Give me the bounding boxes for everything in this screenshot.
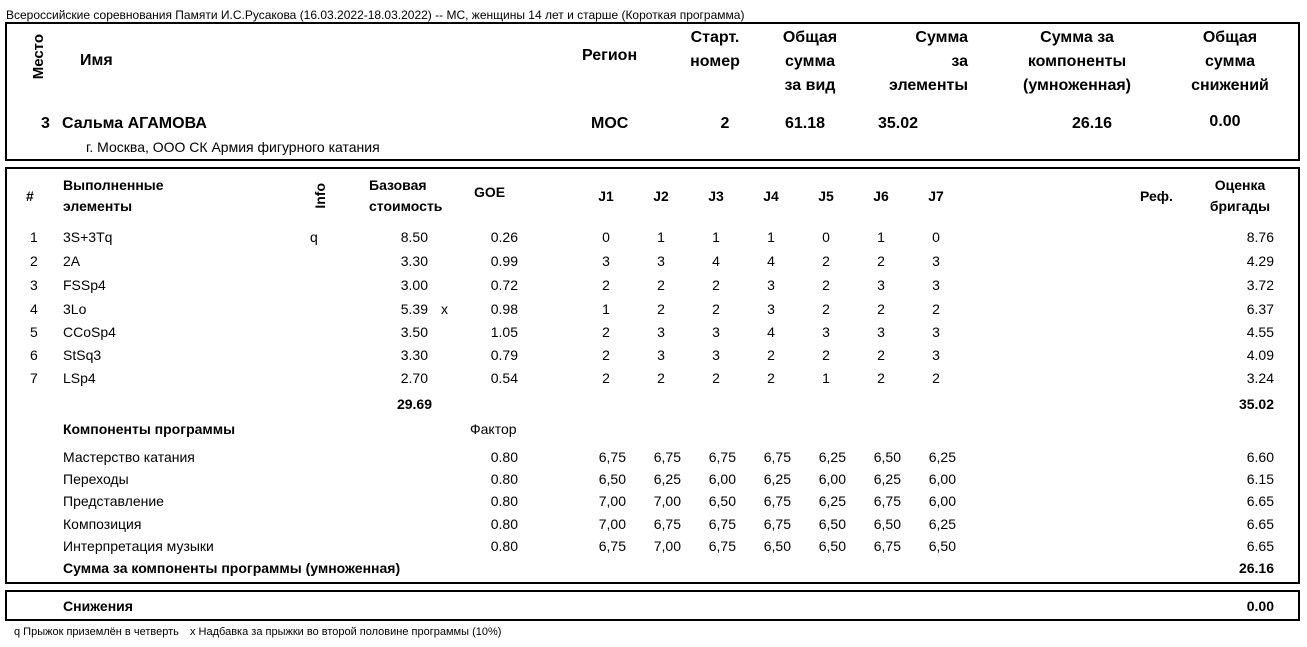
element-panel-score: 3.24 bbox=[1246, 370, 1274, 386]
component-judge-3: 6,75 bbox=[708, 516, 736, 532]
element-judge-1: 1 bbox=[602, 301, 610, 317]
col-judge-6: J6 bbox=[873, 188, 889, 204]
element-judge-7: 2 bbox=[932, 301, 940, 317]
element-number: 7 bbox=[30, 370, 38, 386]
component-judge-3: 6,00 bbox=[708, 471, 736, 487]
element-judge-6: 2 bbox=[877, 347, 885, 363]
component-name: Переходы bbox=[63, 471, 129, 487]
element-judge-3: 2 bbox=[712, 370, 720, 386]
element-judge-5: 2 bbox=[822, 277, 830, 293]
element-judge-5: 2 bbox=[822, 253, 830, 269]
component-judge-3: 6,75 bbox=[708, 449, 736, 465]
footnote-q: q Прыжок приземлён в четверть bbox=[14, 626, 179, 638]
element-judge-2: 2 bbox=[657, 370, 665, 386]
element-judge-4: 4 bbox=[767, 253, 775, 269]
element-goe: 0.54 bbox=[490, 370, 518, 386]
element-judge-6: 3 bbox=[877, 324, 885, 340]
element-judge-6: 2 bbox=[877, 301, 885, 317]
deductions-value: 0.00 bbox=[1246, 598, 1274, 614]
components-total: 26.16 bbox=[1238, 560, 1274, 576]
component-judge-6: 6,50 bbox=[873, 516, 901, 532]
element-panel-score: 6.37 bbox=[1246, 301, 1274, 317]
element-panel-score: 4.55 bbox=[1246, 324, 1274, 340]
component-judge-1: 7,00 bbox=[598, 493, 626, 509]
component-judge-1: 6,50 bbox=[598, 471, 626, 487]
element-code: 3S+3Tq bbox=[63, 229, 113, 245]
skater-pcs: 26.16 bbox=[1071, 115, 1113, 132]
component-judge-1: 7,00 bbox=[598, 516, 626, 532]
header-region: Регион bbox=[582, 47, 638, 64]
components-total-label: Сумма за компоненты программы (умноженная) bbox=[63, 560, 401, 576]
component-judge-2: 6,75 bbox=[653, 516, 681, 532]
element-judge-5: 3 bbox=[822, 324, 830, 340]
component-judge-2: 6,75 bbox=[653, 449, 681, 465]
element-number: 6 bbox=[30, 347, 38, 363]
element-base-value: 3.30 bbox=[400, 347, 428, 363]
deductions-label: Снижения bbox=[63, 598, 133, 614]
header-pcs: Сумма за компоненты (умноженная) bbox=[1023, 29, 1131, 94]
element-judge-1: 2 bbox=[602, 277, 610, 293]
element-judge-4: 3 bbox=[767, 301, 775, 317]
element-judge-5: 1 bbox=[822, 370, 830, 386]
element-judge-7: 0 bbox=[932, 229, 940, 245]
components-title: Компоненты программы bbox=[63, 421, 236, 437]
col-executed-elements: Выполненные элементы bbox=[63, 177, 164, 214]
element-judge-7: 2 bbox=[932, 370, 940, 386]
component-judge-7: 6,25 bbox=[928, 516, 956, 532]
element-info: q bbox=[310, 229, 318, 245]
skater-club: г. Москва, ООО СК Армия фигурного катания bbox=[86, 139, 380, 155]
header-start-number: Старт. номер bbox=[690, 29, 740, 70]
element-base-value: 8.50 bbox=[400, 229, 428, 245]
component-name: Композиция bbox=[63, 516, 142, 532]
component-judge-4: 6,50 bbox=[763, 538, 791, 554]
element-judge-4: 3 bbox=[767, 277, 775, 293]
element-judge-7: 3 bbox=[932, 253, 940, 269]
element-code: LSp4 bbox=[63, 370, 96, 386]
component-judge-5: 6,25 bbox=[818, 493, 846, 509]
element-goe: 0.98 bbox=[490, 301, 518, 317]
header-tes: Сумма за элементы bbox=[889, 29, 968, 94]
col-number: # bbox=[26, 188, 34, 204]
element-judge-3: 1 bbox=[712, 229, 720, 245]
element-number: 2 bbox=[30, 253, 38, 269]
component-factor: 0.80 bbox=[490, 449, 518, 465]
element-judge-6: 2 bbox=[877, 370, 885, 386]
element-judge-2: 3 bbox=[657, 253, 665, 269]
element-judge-3: 3 bbox=[712, 324, 720, 340]
element-judge-3: 2 bbox=[712, 277, 720, 293]
element-judge-4: 2 bbox=[767, 347, 775, 363]
element-number: 3 bbox=[30, 277, 38, 293]
element-base-value: 3.30 bbox=[400, 253, 428, 269]
element-judge-4: 2 bbox=[767, 370, 775, 386]
element-judge-3: 3 bbox=[712, 347, 720, 363]
element-judge-1: 2 bbox=[602, 324, 610, 340]
element-judge-1: 2 bbox=[602, 370, 610, 386]
element-judge-5: 2 bbox=[822, 301, 830, 317]
component-judge-3: 6,75 bbox=[708, 538, 736, 554]
col-referee: Реф. bbox=[1140, 188, 1173, 204]
component-score: 6.65 bbox=[1246, 493, 1274, 509]
col-judge-7: J7 bbox=[928, 188, 944, 204]
element-goe: 0.26 bbox=[490, 229, 518, 245]
component-judge-7: 6,00 bbox=[928, 493, 956, 509]
element-panel-score: 4.09 bbox=[1246, 347, 1274, 363]
element-base-value: 3.00 bbox=[400, 277, 428, 293]
element-code: FSSp4 bbox=[63, 277, 106, 293]
element-goe: 0.79 bbox=[490, 347, 518, 363]
element-panel-score: 3.72 bbox=[1246, 277, 1274, 293]
component-score: 6.65 bbox=[1246, 538, 1274, 554]
element-code: CCoSp4 bbox=[63, 324, 116, 340]
element-base-value: 2.70 bbox=[400, 370, 428, 386]
component-judge-2: 6,25 bbox=[653, 471, 681, 487]
skater-name: Сальма АГАМОВА bbox=[62, 115, 207, 132]
element-judge-4: 1 bbox=[767, 229, 775, 245]
component-factor: 0.80 bbox=[490, 516, 518, 532]
component-factor: 0.80 bbox=[490, 471, 518, 487]
elements-base-total: 29.69 bbox=[396, 396, 432, 412]
element-goe: 0.99 bbox=[490, 253, 518, 269]
component-score: 6.60 bbox=[1246, 449, 1274, 465]
element-judge-7: 3 bbox=[932, 347, 940, 363]
component-name: Представление bbox=[63, 493, 164, 509]
component-judge-5: 6,00 bbox=[818, 471, 846, 487]
col-base-value: Базовая стоимость bbox=[369, 177, 443, 214]
skater-total-score: 61.18 bbox=[784, 115, 826, 132]
deductions-box bbox=[5, 590, 1300, 621]
component-judge-7: 6,00 bbox=[928, 471, 956, 487]
element-number: 5 bbox=[30, 324, 38, 340]
component-judge-4: 6,25 bbox=[763, 471, 791, 487]
component-judge-6: 6,25 bbox=[873, 471, 901, 487]
col-judge-1: J1 bbox=[598, 188, 614, 204]
component-judge-1: 6,75 bbox=[598, 538, 626, 554]
element-number: 1 bbox=[30, 229, 38, 245]
skater-tes: 35.02 bbox=[878, 115, 919, 132]
component-name: Интерпретация музыки bbox=[63, 538, 214, 554]
element-base-value: 5.39 bbox=[400, 301, 428, 317]
col-judge-2: J2 bbox=[653, 188, 669, 204]
element-judge-1: 2 bbox=[602, 347, 610, 363]
element-judge-2: 2 bbox=[657, 277, 665, 293]
component-judge-7: 6,25 bbox=[928, 449, 956, 465]
skater-place: 3 bbox=[41, 115, 50, 132]
component-judge-7: 6,50 bbox=[928, 538, 956, 554]
element-judge-6: 1 bbox=[877, 229, 885, 245]
component-score: 6.15 bbox=[1246, 471, 1274, 487]
element-code: StSq3 bbox=[63, 347, 102, 363]
element-code: 3Lo bbox=[63, 301, 87, 317]
element-judge-2: 1 bbox=[657, 229, 665, 245]
component-judge-2: 7,00 bbox=[653, 538, 681, 554]
element-panel-score: 4.29 bbox=[1246, 253, 1274, 269]
element-judge-1: 3 bbox=[602, 253, 610, 269]
element-judge-2: 2 bbox=[657, 301, 665, 317]
element-judge-7: 3 bbox=[932, 324, 940, 340]
component-judge-4: 6,75 bbox=[763, 449, 791, 465]
element-goe: 1.05 bbox=[490, 324, 518, 340]
component-judge-1: 6,75 bbox=[598, 449, 626, 465]
col-goe: GOE bbox=[474, 184, 506, 200]
component-factor: 0.80 bbox=[490, 493, 518, 509]
element-panel-score: 8.76 bbox=[1246, 229, 1274, 245]
element-judge-7: 3 bbox=[932, 277, 940, 293]
competition-title: Всероссийские соревнования Памяти И.С.Русакова (16.03.2022-18.03.2022) -- МС, женщины 14 лет и старше (Короткая программа) bbox=[6, 8, 745, 22]
col-judge-3: J3 bbox=[708, 188, 724, 204]
header-name: Имя bbox=[80, 52, 113, 69]
component-judge-5: 6,50 bbox=[818, 516, 846, 532]
element-judge-2: 3 bbox=[657, 347, 665, 363]
component-judge-3: 6,50 bbox=[708, 493, 736, 509]
header-total-score: Общая сумма за вид bbox=[782, 29, 838, 94]
col-judge-4: J4 bbox=[763, 188, 779, 204]
element-code: 2A bbox=[63, 253, 81, 269]
element-judge-5: 2 bbox=[822, 347, 830, 363]
element-judge-3: 4 bbox=[712, 253, 720, 269]
element-bonus-mark: x bbox=[441, 301, 448, 317]
component-judge-5: 6,50 bbox=[818, 538, 846, 554]
col-judge-5: J5 bbox=[818, 188, 834, 204]
element-goe: 0.72 bbox=[490, 277, 518, 293]
component-judge-6: 6,75 bbox=[873, 493, 901, 509]
header-deductions: Общая сумма снижений bbox=[1191, 29, 1269, 94]
footnote-x: x Надбавка за прыжки во второй половине программы (10%) bbox=[190, 626, 502, 638]
component-score: 6.65 bbox=[1246, 516, 1274, 532]
col-info: Info bbox=[312, 183, 328, 209]
element-number: 4 bbox=[30, 301, 38, 317]
component-name: Мастерство катания bbox=[63, 449, 195, 465]
skater-deductions: 0.00 bbox=[1209, 113, 1241, 130]
component-judge-6: 6,75 bbox=[873, 538, 901, 554]
elements-score-total: 35.02 bbox=[1238, 396, 1274, 412]
col-panel-score: Оценка бригады bbox=[1209, 177, 1271, 214]
element-judge-2: 3 bbox=[657, 324, 665, 340]
component-judge-6: 6,50 bbox=[873, 449, 901, 465]
skater-region: МОС bbox=[591, 115, 629, 132]
element-judge-5: 0 bbox=[822, 229, 830, 245]
component-factor: 0.80 bbox=[490, 538, 518, 554]
element-judge-4: 4 bbox=[767, 324, 775, 340]
skater-start-number: 2 bbox=[720, 115, 730, 132]
component-judge-4: 6,75 bbox=[763, 516, 791, 532]
component-judge-2: 7,00 bbox=[653, 493, 681, 509]
factor-label: Фактор bbox=[470, 421, 517, 437]
element-judge-1: 0 bbox=[602, 229, 610, 245]
element-judge-3: 2 bbox=[712, 301, 720, 317]
header-place: Место bbox=[30, 34, 47, 80]
element-judge-6: 2 bbox=[877, 253, 885, 269]
component-judge-4: 6,75 bbox=[763, 493, 791, 509]
component-judge-5: 6,25 bbox=[818, 449, 846, 465]
element-judge-6: 3 bbox=[877, 277, 885, 293]
element-base-value: 3.50 bbox=[400, 324, 428, 340]
